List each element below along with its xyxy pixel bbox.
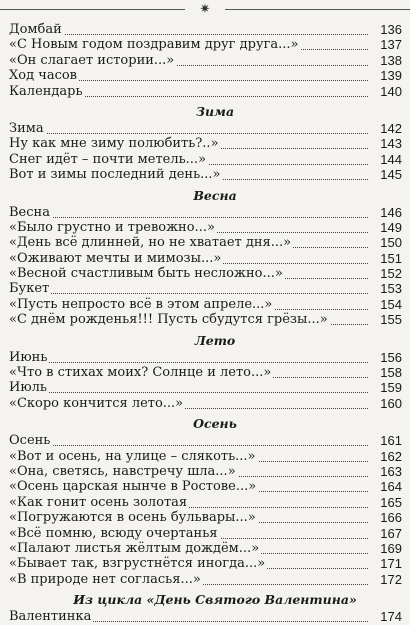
toc-page-number: 171 [372,556,402,571]
toc-entry-title: Осень [9,433,51,449]
toc-entry[interactable] [0,53,410,68]
toc-page-number: 166 [372,510,402,525]
ornament-rule-left [0,9,185,10]
toc-page-number: 150 [372,235,402,250]
toc-entry-title: Ход часов [9,68,77,84]
toc-entry[interactable] [0,572,410,587]
toc-page-number: 137 [372,37,402,52]
toc-entry-title: «Она, светясь, навстречу шла...» [9,463,236,479]
toc-entry[interactable] [0,526,410,541]
dot-leader [9,445,368,446]
toc-entry-title: Календарь [9,83,83,99]
ornament-rule-right [225,9,410,10]
toc-entry-title: Вот и зимы последний день...» [9,167,221,183]
toc-entry-title: Валентинка [9,609,92,625]
toc-entry[interactable] [0,510,410,525]
toc-page-number: 161 [372,433,402,448]
toc-entry[interactable] [0,380,410,395]
toc-entry-title: «С Новым годом поздравим друг друга...» [9,37,299,53]
toc-entry[interactable] [0,312,410,327]
toc-page-number: 152 [372,266,402,281]
toc-entry-title: «Всё помню, всюду очертанья [9,525,218,541]
toc-entry[interactable] [0,297,410,312]
toc-entry[interactable] [0,350,410,365]
section-heading: Осень [193,416,237,432]
toc-page-number: 138 [372,53,402,68]
toc-page-number: 155 [372,312,402,327]
toc-entry-title: «Осень царская нынче в Ростове...» [9,479,257,495]
dot-leader [9,362,368,363]
toc-entry-title: Июнь [9,349,48,365]
toc-entry-title: «В природе нет согласья...» [9,571,201,587]
toc-entry-title: «Было грустно и тревожно...» [9,219,215,235]
section-heading: Зима [195,103,235,119]
toc-page-number: 162 [372,449,402,464]
toc-entry[interactable] [0,136,410,151]
toc-page-number: 160 [372,396,402,411]
toc-entry-title: Домбай [9,22,62,37]
toc-page-number: 146 [372,205,402,220]
toc-entry-title: «Вот и осень, на улице – слякоть...» [9,448,256,464]
toc-page-number: 154 [372,297,402,312]
section-heading: Весна [193,187,237,203]
toc-entry[interactable] [0,281,410,296]
toc-entry[interactable] [0,266,410,281]
toc-page-number: 153 [372,281,402,296]
toc-page-number: 174 [372,609,402,624]
dot-leader [9,133,368,134]
toc-entry-title: «Погружаются в осень бульвары...» [9,510,256,526]
toc-entry[interactable] [0,121,410,136]
toc-entry[interactable] [0,556,410,571]
toc-entry[interactable] [0,235,410,250]
toc-page-number: 156 [372,350,402,365]
toc-entry[interactable] [0,495,410,510]
toc-page-number: 143 [372,136,402,151]
toc-entry-title: «Оживают мечты и мимозы...» [9,250,222,266]
toc-page-number: 140 [372,84,402,99]
toc-page-number: 172 [372,572,402,587]
toc-entry-title: Букет [9,281,50,297]
toc-page-number: 142 [372,121,402,136]
toc-entry[interactable] [0,433,410,448]
dot-leader [9,392,368,393]
toc-entry[interactable] [0,84,410,99]
toc-entry-title: Июль [9,380,47,396]
toc-page-number: 164 [372,479,402,494]
toc-entry[interactable] [0,609,410,624]
toc-page-number: 165 [372,495,402,510]
toc-page-number: 163 [372,464,402,479]
toc-entry-title: «Скоро кончится лето...» [9,395,184,411]
toc-entry-title: «Он слагает истории...» [9,52,175,68]
toc-entry-title: Весна [9,204,50,220]
toc-entry-title: «С днём рожденья!!! Пусть сбудутся грёзы...» [9,312,328,328]
toc-entry-title: «Что в стихах моих? Солнце и лето...» [9,365,272,381]
star-ornament-icon: ✷ [199,2,211,17]
toc-page-number: 159 [372,380,402,395]
toc-entry[interactable] [0,251,410,266]
toc-entry[interactable] [0,22,410,37]
toc-page-number: 145 [372,167,402,182]
section-heading: Лето [194,332,236,348]
toc-entry-title: «Бывает так, взгрустнётся иногда...» [9,556,266,572]
dot-leader [9,217,368,218]
header-ornament [0,2,410,18]
toc-entry-title: «Пусть непросто всё в этом апреле...» [9,296,273,312]
toc-entry[interactable] [0,167,410,182]
toc-entry-title: «Весной счастливым быть несложно...» [9,266,283,282]
toc-page-number: 136 [372,22,402,37]
toc-entry[interactable] [0,449,410,464]
toc-entry[interactable] [0,479,410,494]
toc-entry[interactable] [0,37,410,52]
toc-page-number: 158 [372,365,402,380]
toc-page-number: 151 [372,251,402,266]
toc-page-number: 149 [372,220,402,235]
toc-entry-title: «Палают листья жёлтым дождём...» [9,540,260,556]
toc-entry[interactable] [0,152,410,167]
toc-page-number: 167 [372,526,402,541]
section-heading: Из цикла «День Святого Валентина» [73,592,357,608]
toc-entry-title: Снег идёт – почти метель...» [9,151,207,167]
toc-page-number: 144 [372,152,402,167]
toc-entry-title: «Как гонит осень золотая [9,494,188,510]
toc-entry[interactable] [0,464,410,479]
toc-entry[interactable] [0,396,410,411]
toc-entry-title: Зима [9,120,44,136]
toc-entry-title: Ну как мне зиму полюбить?..» [9,136,219,152]
toc-page-number: 169 [372,541,402,556]
toc-entry[interactable] [0,541,410,556]
toc-entry[interactable] [0,205,410,220]
toc-page-number: 139 [372,68,402,83]
toc-entry-title: «День всё длинней, но не хватает дня...» [9,235,292,251]
toc-entry[interactable] [0,365,410,380]
toc-entry[interactable] [0,68,410,83]
dot-leader [9,293,368,294]
toc-entry[interactable] [0,220,410,235]
table-of-contents [0,22,410,625]
